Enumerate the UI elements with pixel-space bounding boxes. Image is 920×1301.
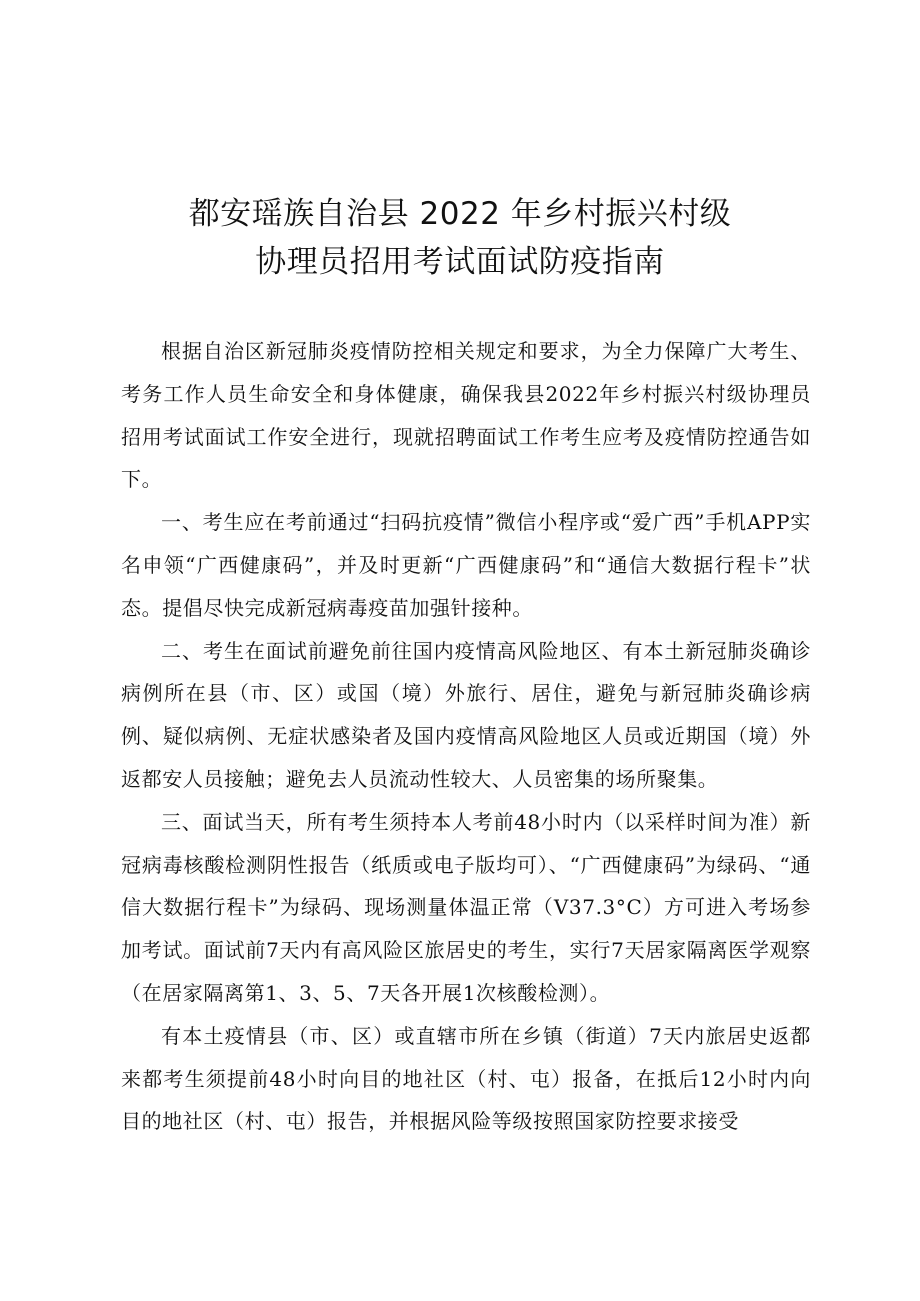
document-title [0,190,920,286]
paragraph-item-3-continued: 有本土疫情县（市、区）或直辖市所在乡镇（街道）7天内旅居史返都来都考生须提前48小时向目的地社区（村、屯）报备，在抵后12小时内向目的地社区（村、屯）报告，并根据风险等级按照国家防控要求接受 [121,1023,811,1134]
document-body [121,330,811,1143]
paragraph-item-3: 三、面试当天，所有考生须持本人考前48小时内（以采样时间为准）新冠病毒核酸检测阴性报告（纸质或电子版均可）、“广西健康码”为绿码、“通信大数据行程卡”为绿码、现场测量体温正常（V37.3°C）方可进入考场参加考试。面试前7天内有高风险区旅居史的考生，实行7天居家隔离医学观察（在居家隔离第1、3、5、7天各开展1次核酸检测）。 [121,809,811,1005]
title-line-2: 协理员招用考试面试防疫指南 [255,244,665,280]
paragraph-item-1: 一、考生应在考前通过“扫码抗疫情”微信小程序或“爱广西”手机APP实名申领“广西健康码”，并及时更新“广西健康码”和“通信大数据行程卡”状态。提倡尽快完成新冠病毒疫苗加强针接种。 [121,510,811,620]
title-line-1: 都安瑶族自治县 2022 年乡村振兴村级 [188,196,732,232]
paragraph-intro: 根据自治区新冠肺炎疫情防控相关规定和要求，为全力保障广大考生、考务工作人员生命安全和身体健康，确保我县2022年乡村振兴村级协理员招用考试面试工作安全进行，现就招聘面试工作考生应考及疫情防控通告如下。 [121,339,811,492]
paragraph-item-2: 二、考生在面试前避免前往国内疫情高风险地区、有本土新冠肺炎确诊病例所在县（市、区）或国（境）外旅行、居住，避免与新冠肺炎确诊病例、疑似病例、无症状感染者及国内疫情高风险地区人员或近期国（境）外返都安人员接触；避免去人员流动性较大、人员密集的场所聚集。 [121,638,811,791]
